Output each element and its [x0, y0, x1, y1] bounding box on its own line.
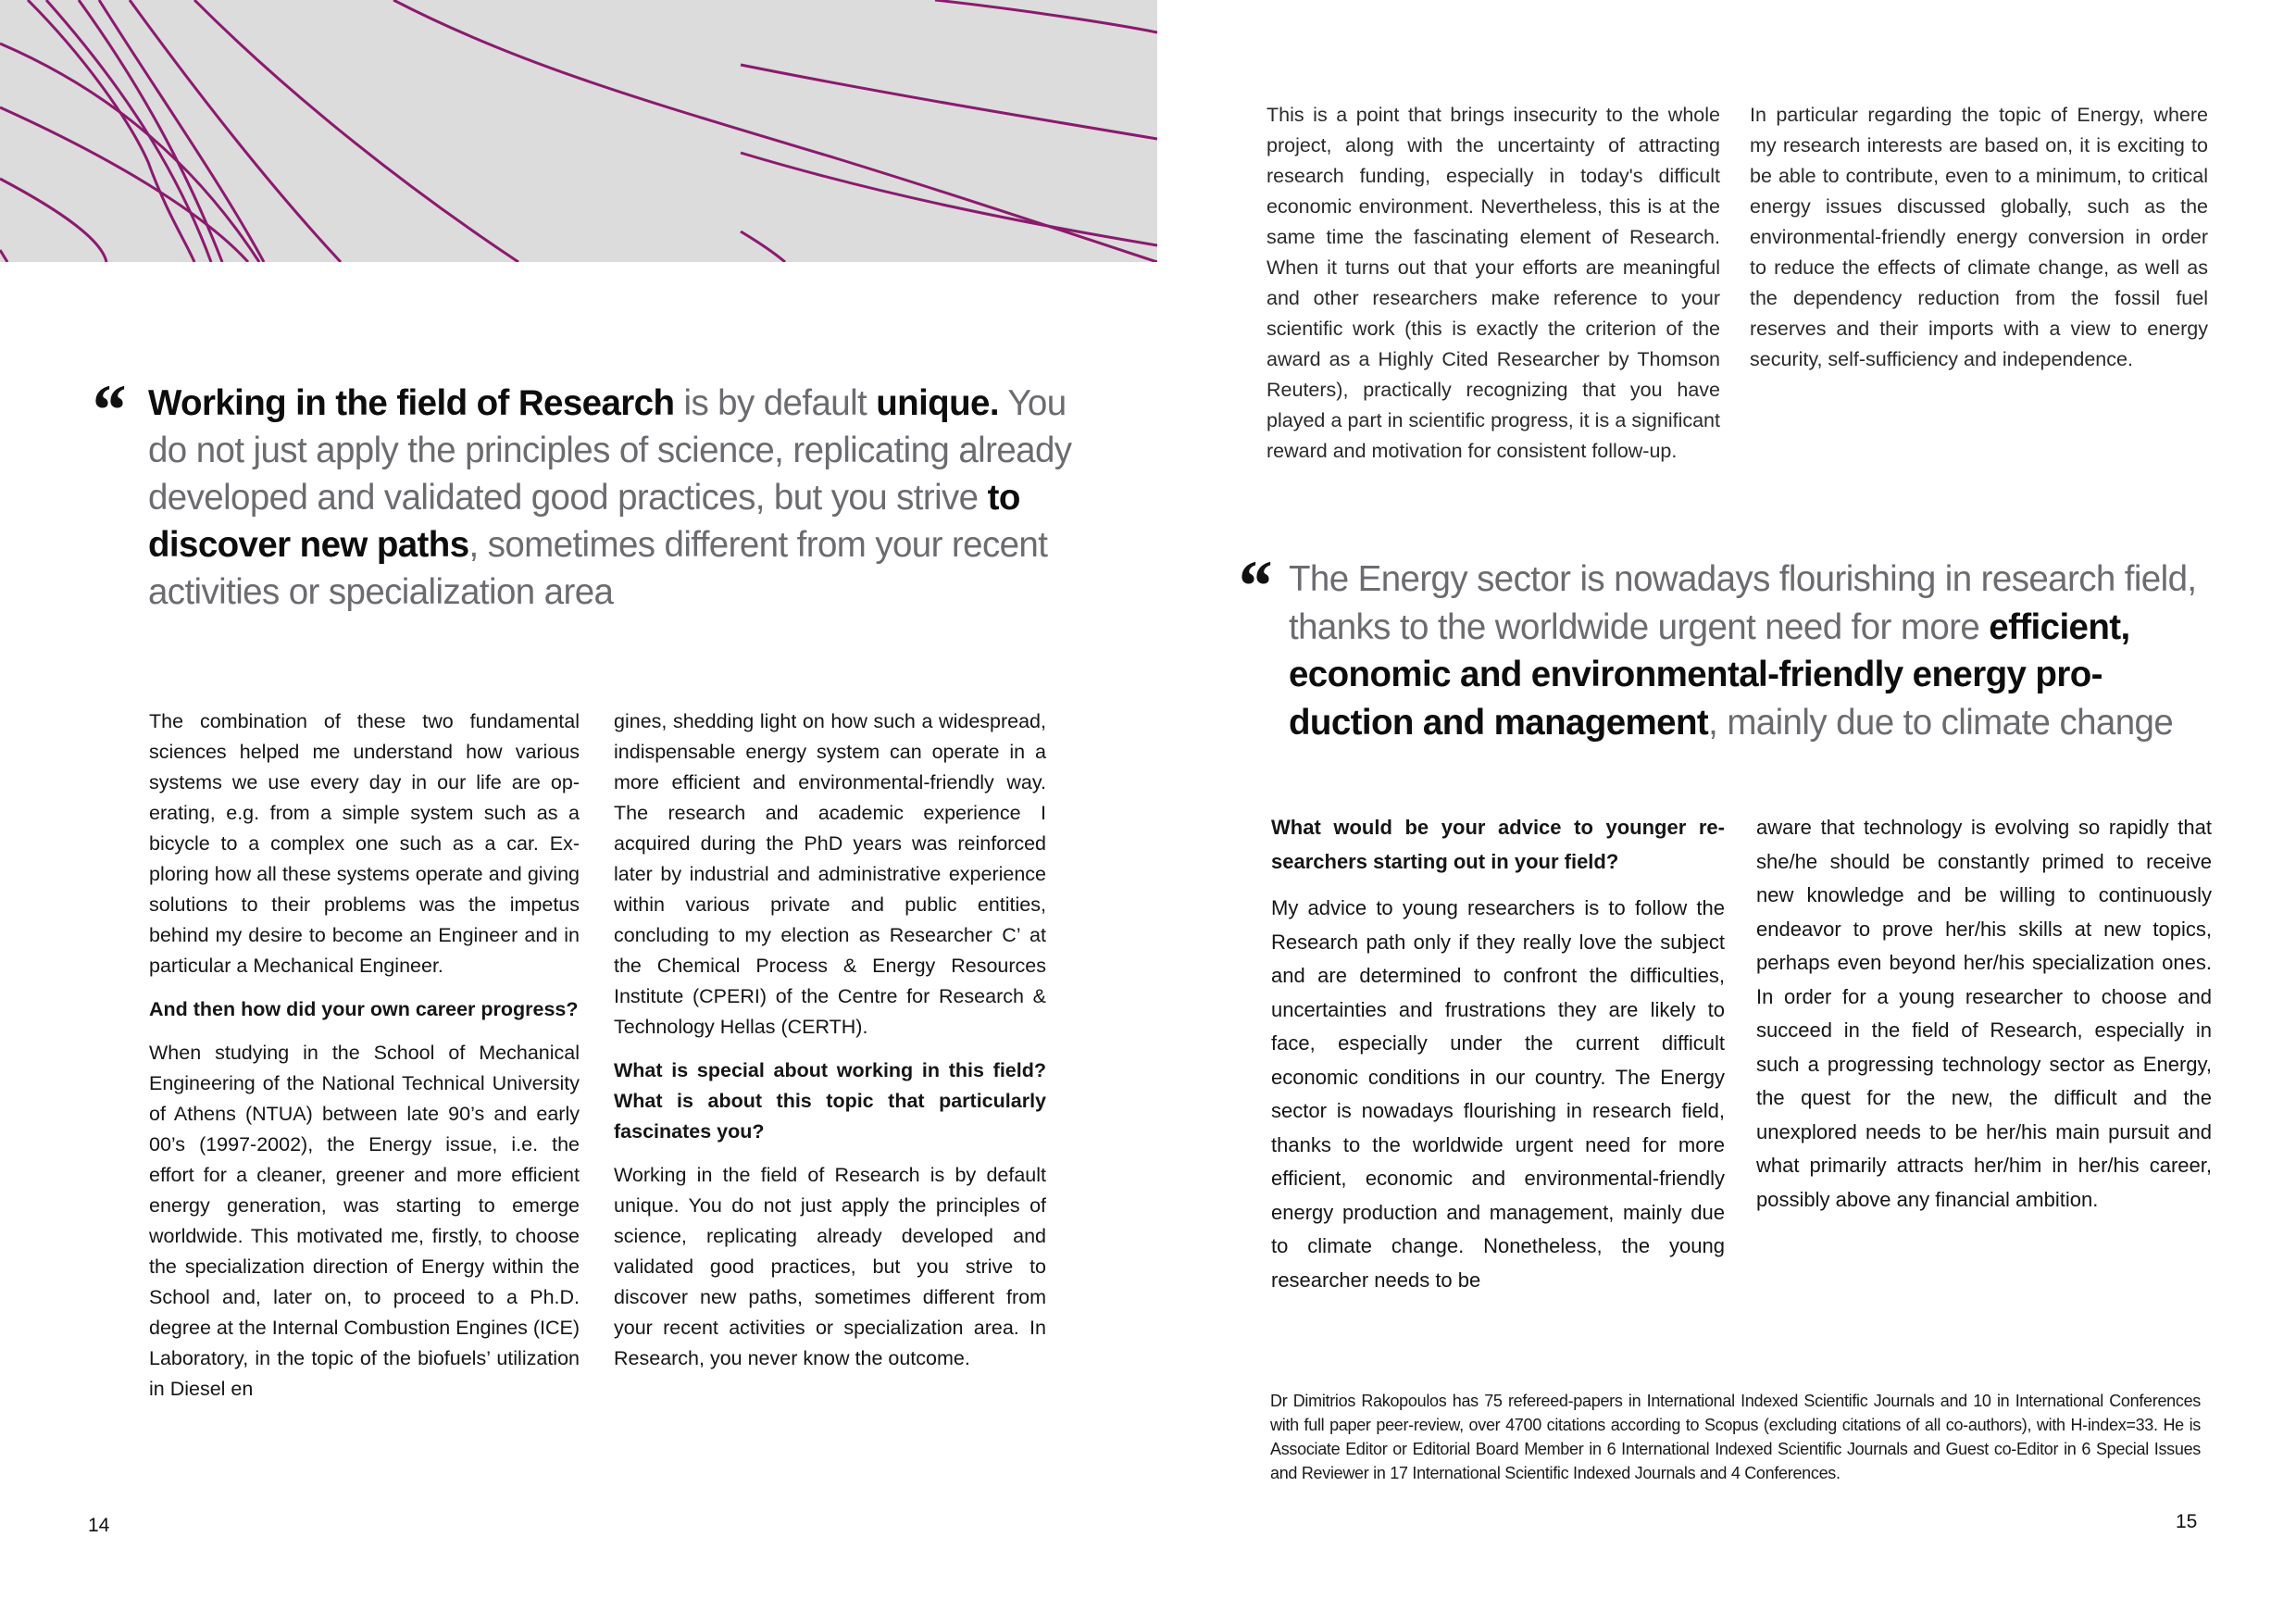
body-paragraph: This is a point that brings insecurity to the whole project, along with the uncertainty of attracting research funding, especially in today's difficult economic environment. Nevertheless, this is at the same time the fascinating element of Research. When it turns out that your efforts are meaningful and other researchers make reference to your scientific work (this is exactly the criterion of the award as a Highly Cited Researcher by Thomson Reuters), practically recognizing that you have played a part in scientific progress, it is a significant reward and motivation for consistent follow-up. [1267, 104, 1720, 462]
right-column-2 [1750, 100, 2208, 388]
decorative-banner [0, 0, 1157, 262]
pull-quote-text: The Energy sector is nowadays flourishing in research field, thanks to the worldwide urgent need for more efficient, economic and environmental-friendly energy production and management, mainly due to climate change [1289, 559, 2197, 743]
interview-question: And then how did your own career progress? [149, 998, 579, 1020]
pull-quote-text: Working in the field of Research is by default unique. You do not just apply the principles of science, replicating already developed and validated good practices, but you strive to discover new paths, sometimes different from your recent activities or specialization area [148, 383, 1072, 612]
author-bio: Dr Dimitrios Rakopoulos has 75 refereed-papers in International Indexed Scientific Journals and 10 in International Conferences with full paper peer-review, over 4700 citations according to Scopus (excluding citations of all co-authors), with H-index=33. He is Associate Editor or Editorial Board Member in 6 International Indexed Scientific Journals and Guest co-Editor in 6 Special Issues and Reviewer in 17 International Scientific Indexed Journals and 4 Conferences. [1270, 1392, 2201, 1482]
page-number-right: 15 [2176, 1511, 2198, 1532]
body-paragraph: My advice to young researchers is to follow the Research path only if they really love the subject and are determined to confront the difficulties, uncertainties and frustrations they are likely to face, especially under the current difficult economic conditions in our country. The Energy sector is nowadays flourishing in research field, thanks to the worldwide urgent need for more efficient, economic and environmental-friendly energy production and management, mainly due to climate change. Nonetheless, the young researcher needs to be [1271, 896, 1725, 1292]
interview-question: What is special about working in this field? What is about this topic that particularly fascinates you? [614, 1059, 1046, 1143]
body-paragraph: In particular regarding the topic of Energy, where my research interests are based on, it is exciting to be able to contribute, even to a minimum, to critical energy issues discussed globally, such as the environmental-friendly energy conversion in order to reduce the effects of climate change, as well as the dependency reduction from the fossil fuel reserves and their imports with a view to energy security, self-sufficiency and independence. [1750, 104, 2208, 370]
right-column-3 [1271, 811, 1725, 1310]
interview-question: What would be your advice to younger researchers starting out in your field? [1271, 816, 1725, 873]
decorative-curves-icon [0, 0, 1157, 262]
body-paragraph: gines, shedding light on how such a widespread, indispensable energy system can operate in a more efficient and environmental-friendly way. The research and academic experience I acquired during the PhD years was reinforced later by industrial and administrative experience within various private and public entities, concluding to my election as Researcher C’ at the Chemical Process & Energy Resources Institute (CPERI) of the Centre for Research & Technology Hellas (CERTH). [614, 710, 1046, 1038]
body-paragraph: When studying in the School of Mechanical Engineering of the National Technical University of Athens (NTUA) between late 90’s and early 00’s (1997-2002), the Energy issue, i.e. the effort for a cleaner, greener and more efficient energy generation, was starting to emerge worldwide. This motivated me, firstly, to choose the specialization direction of Energy within the School and, later on, to proceed to a Ph.D. degree at the Internal Combustion Engines (ICE) Laboratory, in the topic of the biofuels’ utilization in Diesel en [149, 1042, 580, 1400]
left-column-1 [149, 706, 580, 1418]
body-paragraph: aware that technology is evolving so rapidly that she/he should be constantly primed to receive new knowledge and be willing to continuously endeavor to prove her/his skills at new topics, perhaps even beyond her/his specialization ones. In order for a young researcher to choose and succeed in the field of Research, especially in such a progressing technology sector as Energy, the quest for the new, the difficult and the unexplored needs to be her/his main pursuit and what primarily attracts her/him in her/his career, possibly above any financial ambition. [1756, 816, 2212, 1211]
right-column-4 [1756, 811, 2212, 1230]
body-paragraph: Working in the field of Research is by default unique. You do not just apply the principles of science, replicating already developed and validated good practices, but you strive to discover new paths, sometimes different from your recent activities or specialization area. In Research, you never know the outcome. [614, 1164, 1046, 1369]
quote-mark-icon: “ [89, 369, 125, 450]
quote-mark-icon: “ [1235, 545, 1271, 626]
body-paragraph: The combination of these two fundamental sciences helped me understand how various systems we use every day in our life are operating, e.g. from a simple system such as a bicycle to a complex one such as a car. Exploring how all these systems operate and giving solutions to their problems was the impetus behind my desire to become an Engineer and in particular a Mechanical Engineer. [149, 710, 580, 977]
page-number-left: 14 [88, 1515, 110, 1536]
right-column-1 [1267, 100, 1720, 480]
pull-quote-left [85, 369, 1085, 616]
left-column-2 [614, 706, 1046, 1387]
pull-quote-right [1231, 545, 2213, 746]
